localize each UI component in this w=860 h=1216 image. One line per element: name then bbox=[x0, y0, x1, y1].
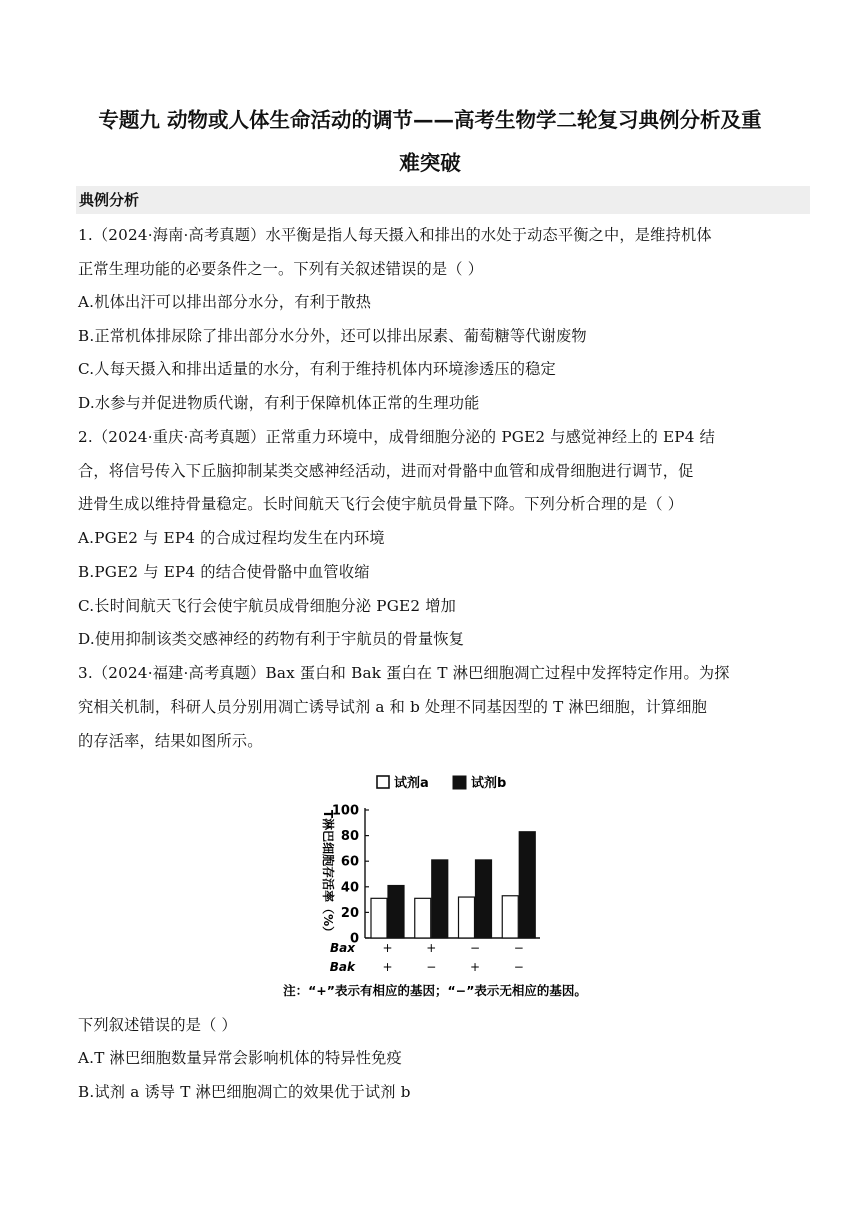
row-label-bak: Bak bbox=[329, 960, 355, 974]
q2-stem: 2.（2024·重庆·高考真题）正常重力环境中，成骨细胞分泌的 PGE2 与感觉神经上的 EP4 结 bbox=[78, 428, 715, 446]
q2-option-b: B.PGE2 与 EP4 的结合使骨骼中血管收缩 bbox=[78, 563, 370, 581]
legend-swatch-reagent-a bbox=[377, 776, 389, 788]
legend-swatch-reagent-b bbox=[453, 776, 466, 789]
q2-stem-cont: 合，将信号传入下丘脑抑制某类交感神经活动，进而对骨骼中血管和成骨细胞进行调节，促 bbox=[78, 462, 694, 480]
row-label-bax: Bax bbox=[330, 941, 355, 955]
x-category-bax-mark: − bbox=[469, 941, 481, 955]
bar-reagent-b bbox=[388, 886, 404, 938]
q1-option-a: A.机体出汗可以排出部分水分，有利于散热 bbox=[78, 293, 372, 311]
q2-option-c: C.长时间航天飞行会使宇航员成骨细胞分泌 PGE2 增加 bbox=[78, 597, 457, 615]
bar-reagent-b bbox=[476, 860, 492, 938]
bar-reagent-a bbox=[371, 898, 387, 938]
x-category-bak-mark: + bbox=[469, 960, 481, 974]
q2-stem-cont: 进骨生成以维持骨量稳定。长时间航天飞行会使宇航员骨量下降。下列分析合理的是（ ） bbox=[78, 495, 684, 513]
survival-rate-bar-chart bbox=[210, 768, 660, 1003]
legend-label-reagent-b: 试剂b bbox=[471, 776, 507, 791]
x-category-bak-mark: + bbox=[382, 960, 393, 974]
q1-option-c: C.人每天摄入和排出适量的水分，有利于维持机体内环境渗透压的稳定 bbox=[78, 360, 556, 378]
bar-reagent-a bbox=[502, 896, 518, 938]
q2-option-a: A.PGE2 与 EP4 的合成过程均发生在内环境 bbox=[78, 529, 385, 547]
bar-reagent-b bbox=[432, 860, 448, 938]
q3-stem: 3.（2024·福建·高考真题）Bax 蛋白和 Bak 蛋白在 T 淋巴细胞凋亡过程中发挥特定作用。为探 bbox=[78, 664, 730, 682]
x-category-bak-mark: − bbox=[426, 960, 437, 974]
q1-stem-cont: 正常生理功能的必要条件之一。下列有关叙述错误的是（ ） bbox=[78, 260, 484, 278]
x-category-bak-mark: − bbox=[513, 960, 524, 974]
x-category-bax-mark: + bbox=[382, 941, 393, 955]
y-tick-label: 40 bbox=[340, 880, 359, 896]
chart-note: 注：“+”表示有相应的基因；“−”表示无相应的基因。 bbox=[283, 983, 587, 998]
bar-reagent-a bbox=[459, 897, 475, 938]
bar-reagent-a bbox=[415, 898, 431, 938]
y-tick-label: 100 bbox=[331, 803, 359, 819]
y-tick-label: 60 bbox=[340, 854, 359, 870]
q3-option-b: B.试剂 a 诱导 T 淋巴细胞凋亡的效果优于试剂 b bbox=[78, 1083, 411, 1101]
y-tick-label: 0 bbox=[349, 931, 359, 947]
q2-option-d: D.使用抑制该类交感神经的药物有利于宇航员的骨量恢复 bbox=[78, 630, 465, 648]
q1-option-b: B.正常机体排尿除了排出部分水分外，还可以排出尿素、葡萄糖等代谢废物 bbox=[78, 327, 587, 345]
section-heading: 典例分析 bbox=[76, 186, 810, 214]
q3-stem-cont: 的存活率，结果如图所示。 bbox=[78, 732, 263, 750]
y-tick-label: 20 bbox=[340, 905, 359, 921]
q3-stem-cont: 究相关机制，科研人员分别用凋亡诱导试剂 a 和 b 处理不同基因型的 T 淋巴细胞，计算细胞 bbox=[78, 698, 708, 716]
document-title: 专题九 动物或人体生命活动的调节——高考生物学二轮复习典例分析及重 bbox=[98, 108, 762, 132]
x-category-bax-mark: − bbox=[513, 941, 524, 955]
q3-option-a: A.T 淋巴细胞数量异常会影响机体的特异性免疫 bbox=[78, 1049, 402, 1067]
q1-option-d: D.水参与并促进物质代谢，有利于保障机体正常的生理功能 bbox=[78, 394, 480, 412]
q3-question: 下列叙述错误的是（ ） bbox=[78, 1016, 237, 1034]
y-axis-label: T淋巴细胞存活率（%） bbox=[321, 809, 335, 939]
document-title-continued: 难突破 bbox=[399, 151, 461, 175]
legend-label-reagent-a: 试剂a bbox=[394, 776, 429, 791]
q1-stem: 1.（2024·海南·高考真题）水平衡是指人每天摄入和排出的水处于动态平衡之中，是维持机体 bbox=[78, 226, 712, 244]
x-category-bax-mark: + bbox=[426, 941, 437, 955]
y-tick-label: 80 bbox=[340, 829, 359, 845]
bar-reagent-b bbox=[519, 832, 535, 938]
